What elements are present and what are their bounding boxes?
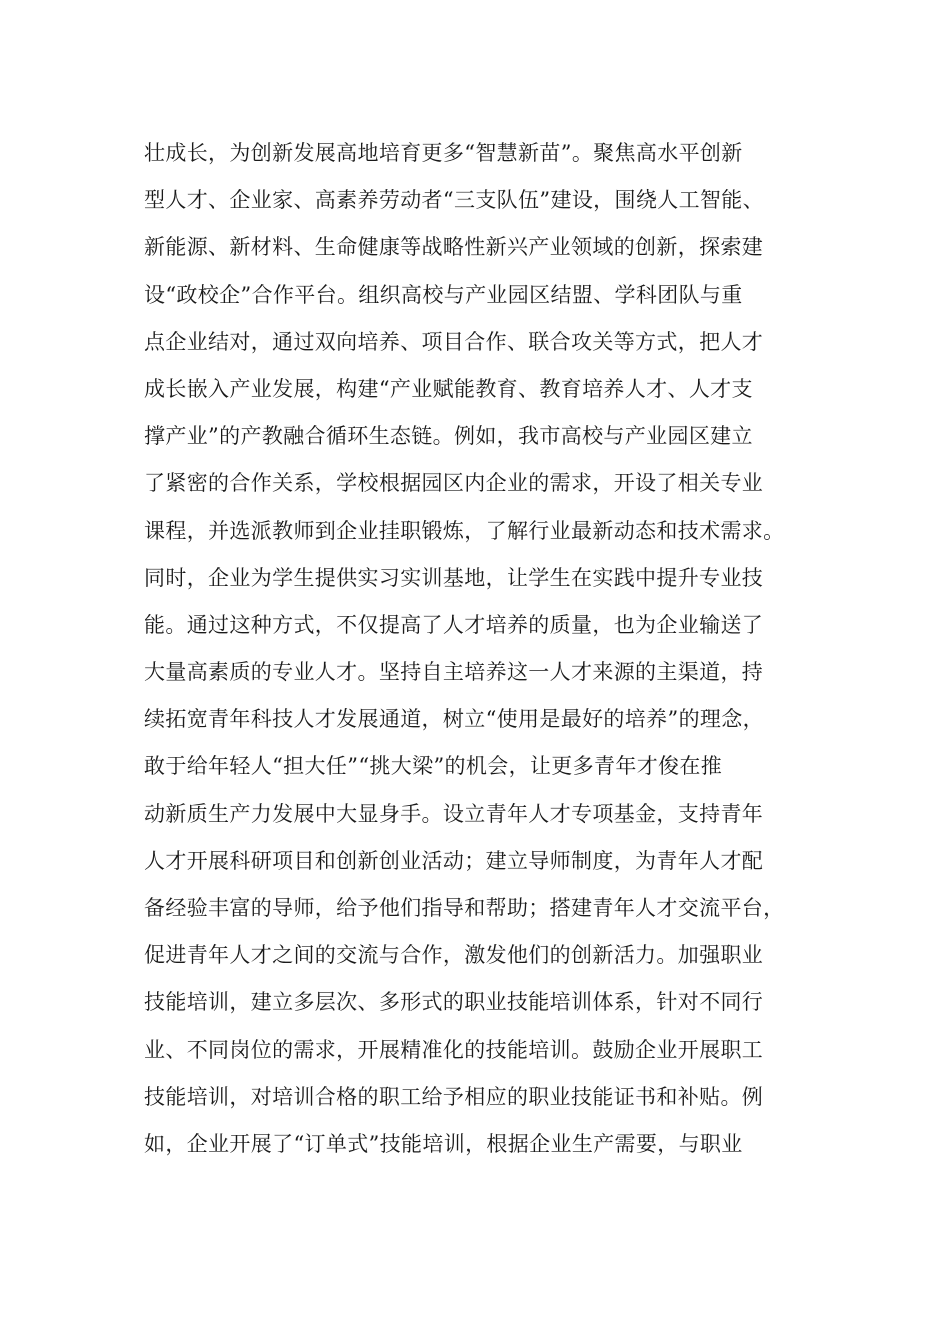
text-line: 撑产业”的产教融合循环生态链。例如，我市高校与产业园区建立 [144, 424, 753, 449]
text-line: 如，企业开展了“订单式”技能培训，根据企业生产需要，与职业 [144, 1131, 743, 1156]
body-text [144, 130, 814, 1168]
text-line: 成长嵌入产业发展，构建“产业赋能教育、教育培养人才、人才支 [144, 376, 753, 401]
text-line: 促进青年人才之间的交流与合作，激发他们的创新活力。加强职业 [144, 943, 764, 968]
text-line: 型人才、企业家、高素养劳动者“三支队伍”建设，围绕人工智能、 [144, 188, 764, 213]
text-line: 设“政校企”合作平台。组织高校与产业园区结盟、学科团队与重 [144, 282, 743, 307]
text-line: 动新质生产力发展中大显身手。设立青年人才专项基金，支持青年 [144, 801, 764, 826]
text-line: 备经验丰富的导师，给予他们指导和帮助；搭建青年人才交流平台， [144, 896, 785, 920]
text-line: 了紧密的合作关系，学校根据园区内企业的需求，开设了相关专业 [144, 471, 764, 496]
text-line: 壮成长，为创新发展高地培育更多“智慧新苗”。聚焦高水平创新 [144, 141, 743, 165]
text-line: 业、不同岗位的需求，开展精准化的技能培训。鼓励企业开展职工 [144, 1037, 764, 1062]
text-line: 能。通过这种方式，不仅提高了人才培养的质量，也为企业输送了 [144, 612, 764, 637]
text-line: 大量高素质的专业人才。坚持自主培养这一人才来源的主渠道，持 [144, 660, 764, 685]
text-line: 敢于给年轻人“担大任”“挑大梁”的机会，让更多青年才俊在推 [144, 754, 723, 779]
text-line: 同时，企业为学生提供实习实训基地，让学生在实践中提升专业技 [144, 565, 764, 590]
text-line: 续拓宽青年科技人才发展通道，树立“使用是最好的培养”的理念， [144, 707, 764, 732]
text-line: 人才开展科研项目和创新创业活动；建立导师制度，为青年人才配 [144, 848, 764, 873]
text-line: 技能培训，对培训合格的职工给予相应的职业技能证书和补贴。例 [144, 1084, 764, 1109]
text-line: 新能源、新材料、生命健康等战略性新兴产业领域的创新，探索建 [144, 235, 764, 260]
text-line: 点企业结对，通过双向培养、项目合作、联合攻关等方式，把人才 [144, 329, 764, 354]
text-line: 技能培训，建立多层次、多形式的职业技能培训体系，针对不同行 [144, 990, 764, 1015]
text-line: 课程，并选派教师到企业挂职锻炼，了解行业最新动态和技术需求。 [144, 518, 785, 543]
